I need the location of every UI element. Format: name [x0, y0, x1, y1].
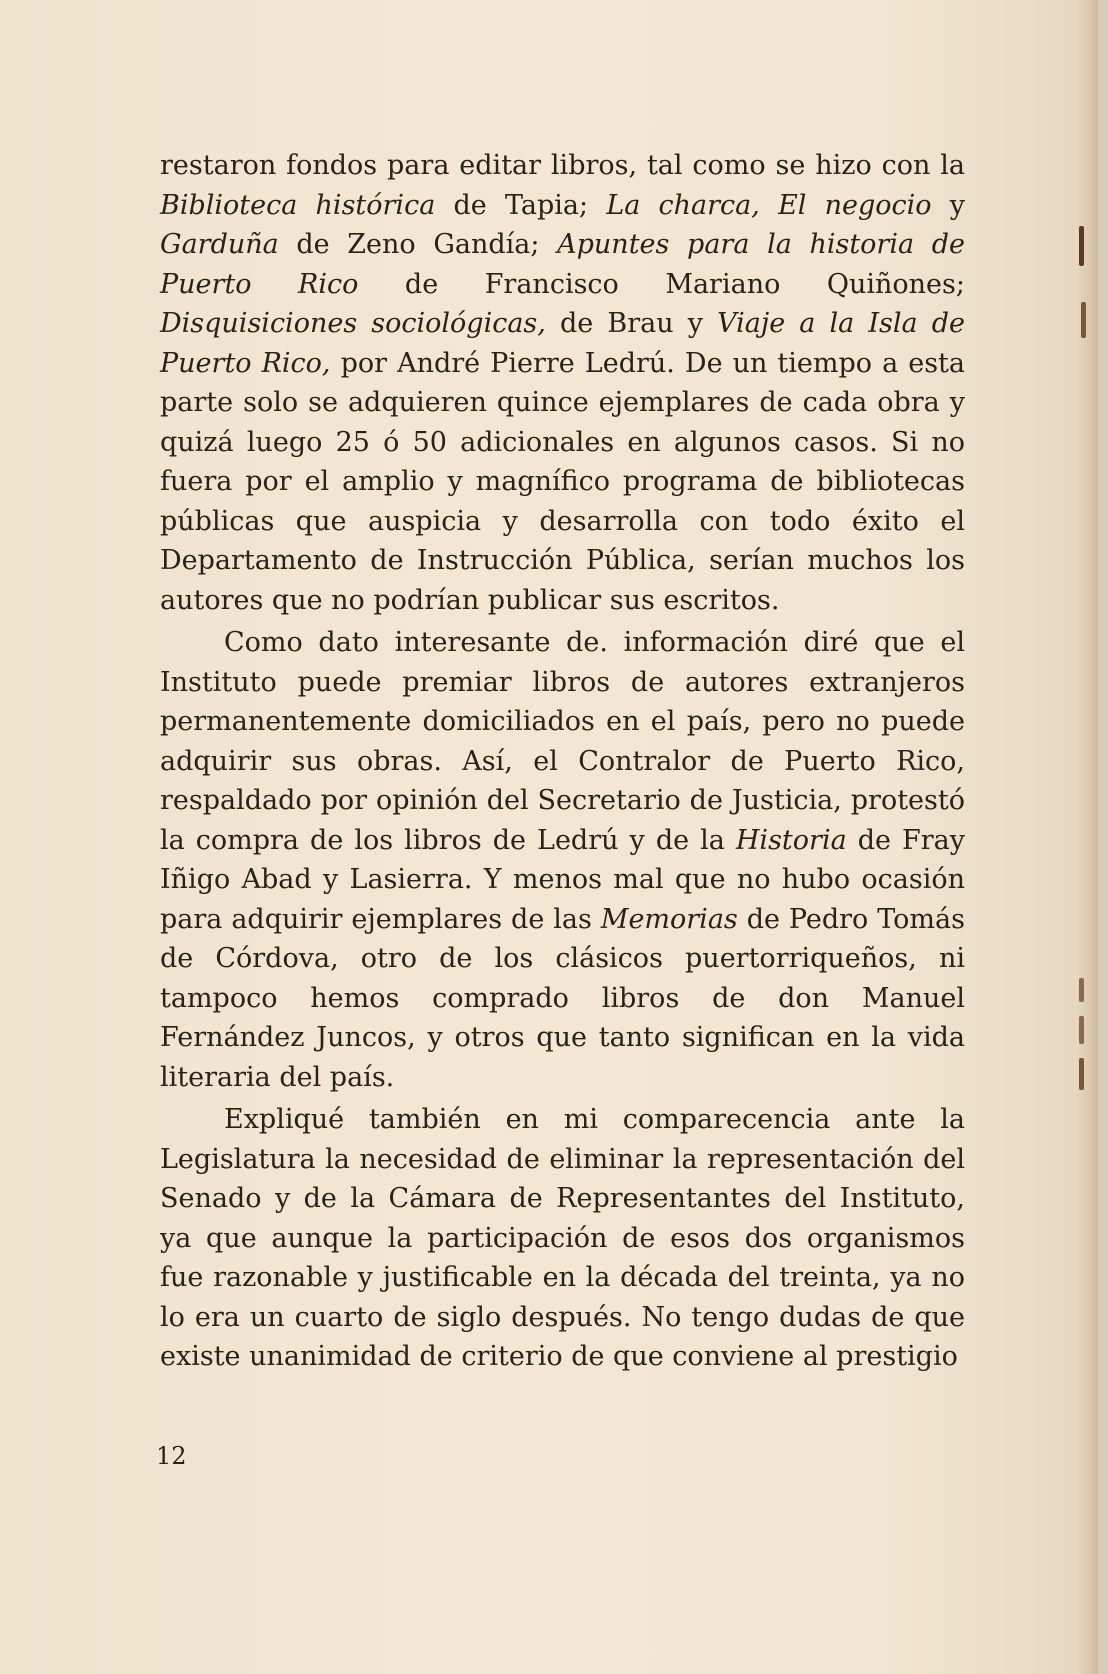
italic-title: Viaje a la Isla de Puerto Rico,: [160, 308, 965, 379]
edge-stain-mark: [1079, 226, 1084, 266]
page-number: 12: [156, 1442, 187, 1470]
italic-title: Garduña: [160, 229, 279, 260]
edge-stain-mark: [1079, 978, 1084, 1002]
edge-stain-mark: [1079, 1016, 1084, 1044]
text-run: y: [931, 189, 966, 221]
edge-stain-mark: [1079, 1058, 1084, 1090]
text-run: de Tapia;: [435, 189, 607, 221]
text-run: restaron fondos para editar libros, tal como se hizo con la: [160, 150, 965, 181]
text-run: de Zeno Gandía;: [278, 229, 558, 260]
italic-title: Biblioteca histórica: [160, 189, 436, 221]
body-text: [160, 146, 965, 1380]
text-run: Expliqué también en mi comparecencia ante la Legislatura la necesidad de eliminar la representación del Senado y de la Cámara de Representantes del Instituto, ya que aunque la participación de esos dos organismos fue razonable y justificable en la década del treinta, ya no lo era un cuarto de siglo después. No tengo dudas de que existe unanimidad de criterio de que conviene al prestigio: [160, 1104, 965, 1372]
paragraph-1: [160, 146, 965, 620]
text-run: de Fray Iñigo Abad y Lasierra. Y menos mal que no hubo ocasión para adquirir ejemplares de las: [160, 824, 966, 935]
text-run: de Francisco Mariano Quiñones;: [358, 268, 965, 300]
italic-title: Apuntes para la historia de Puerto Rico: [160, 229, 965, 300]
italic-title: La charca, El negocio: [606, 189, 932, 221]
italic-title: Historia: [735, 824, 847, 856]
text-run: por André Pierre Ledrú. De un tiempo a esta parte solo se adquieren quince ejemplares de cada obra y quizá luego 25 ó 50 adicionales en algunos casos. Si no fuera por el amplio y magnífico programa de bibliotecas públicas que auspicia y desarrolla con todo éxito el Departamento de Instrucción Pública, serían muchos los autores que no podrían publicar sus escritos.: [160, 347, 965, 616]
italic-title: Memorias: [600, 903, 738, 935]
paragraph-3: [160, 1100, 965, 1377]
italic-title: Disquisiciones sociológicas,: [160, 308, 546, 339]
text-run: Como dato interesante de. información diré que el Instituto puede premiar libros de autores extranjeros permanentemente domiciliados en el país, pero no puede adquirir sus obras. Así, el Contralor de Puerto Rico, respaldado por opinión del Secretario de Justicia, protestó la compra de los libros de Ledrú y de la: [160, 627, 965, 856]
page-edge: [1074, 0, 1098, 1674]
paragraph-2: [160, 623, 965, 1097]
text-run: de Pedro Tomás de Córdova, otro de los clásicos puertorriqueños, ni tampoco hemos comprado libros de don Manuel Fernández Juncos, y otros que tanto significan en la vida literaria del país.: [160, 903, 965, 1093]
edge-stain-mark: [1081, 302, 1086, 338]
text-run: de Brau y: [545, 308, 718, 339]
